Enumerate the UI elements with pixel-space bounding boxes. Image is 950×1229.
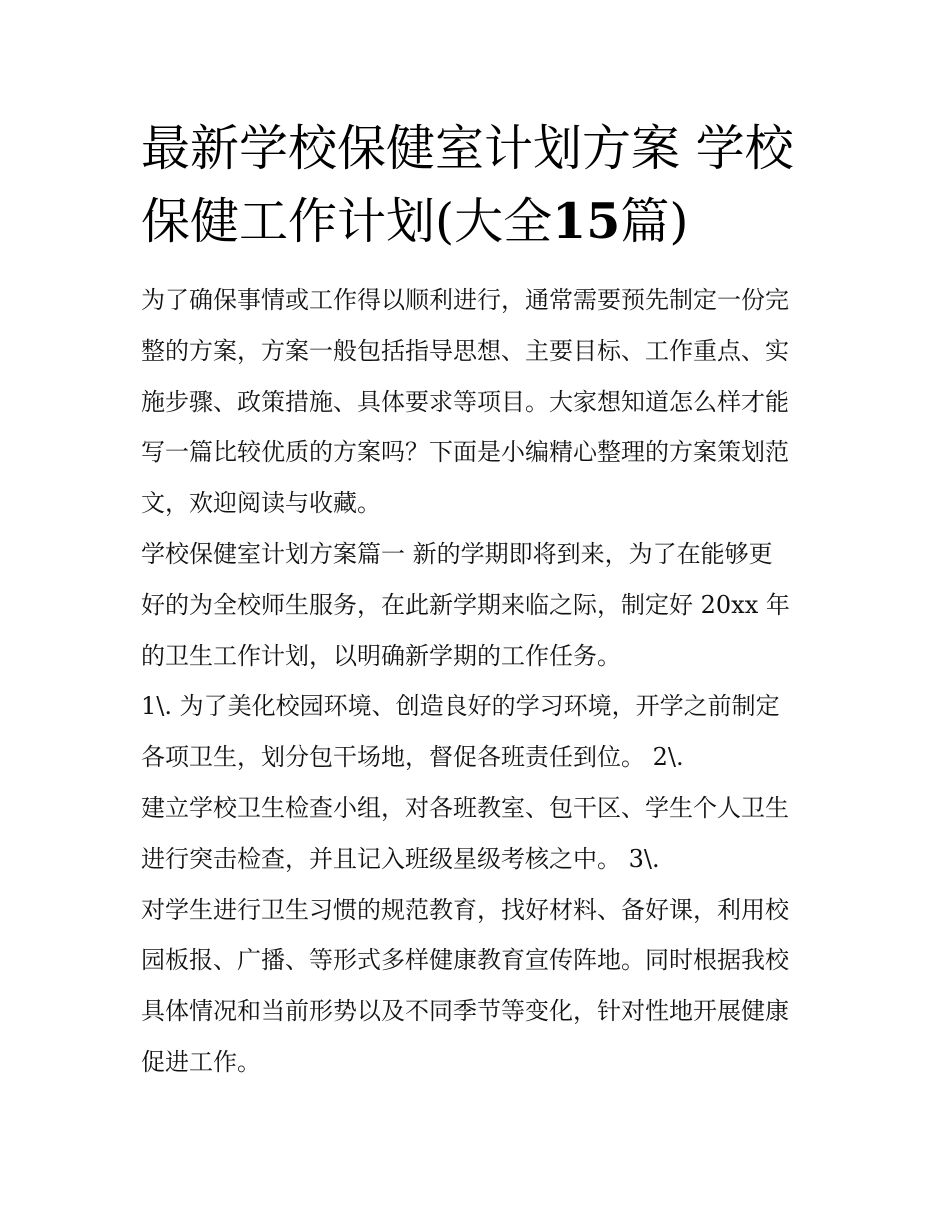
body-line: 写一篇比较优质的方案吗？下面是小编精心整理的方案策划范	[141, 438, 789, 466]
body-line: 各项卫生，划分包干场地，督促各班责任到位。 2\.	[141, 743, 684, 771]
document-title	[141, 113, 831, 258]
title-part-2a: 保健工作计划(大全	[141, 193, 553, 250]
body-line: 促进工作。	[141, 1048, 261, 1076]
body-line: 整的方案，方案一般包括指导思想、主要目标、工作重点、实	[141, 337, 789, 365]
title-part-2c: 篇)	[620, 193, 689, 250]
body-line: 的卫生工作计划，以明确新学期的工作任务。	[141, 642, 621, 670]
body-line: 好的为全校师生服务，在此新学期来临之际，制定好 20xx 年	[141, 591, 790, 619]
body-line: 学校保健室计划方案篇一 新的学期即将到来，为了在能够更	[141, 540, 773, 568]
body-line: 文，欢迎阅读与收藏。	[141, 489, 381, 517]
title-part-1: 最新学校保健室计划方案 学校	[141, 120, 794, 177]
body-line: 对学生进行卫生习惯的规范教育，找好材料、备好课，利用校	[141, 896, 789, 924]
body-line: 具体情况和当前形势以及不同季节等变化，针对性地开展健康	[141, 997, 789, 1025]
title-part-2b: 15	[552, 192, 621, 250]
body-line: 建立学校卫生检查小组，对各班教室、包干区、学生个人卫生	[141, 794, 789, 822]
body-line: 为了确保事情或工作得以顺利进行，通常需要预先制定一份完	[141, 286, 789, 314]
body-line: 进行突击检查，并且记入班级星级考核之中。 3\.	[141, 845, 660, 873]
body-line: 园板报、广播、等形式多样健康教育宣传阵地。同时根据我校	[141, 946, 789, 974]
body-line: 1\. 为了美化校园环境、创造良好的学习环境，开学之前制定	[141, 692, 780, 720]
body-line: 施步骤、政策措施、具体要求等项目。大家想知道怎么样才能	[141, 388, 789, 416]
